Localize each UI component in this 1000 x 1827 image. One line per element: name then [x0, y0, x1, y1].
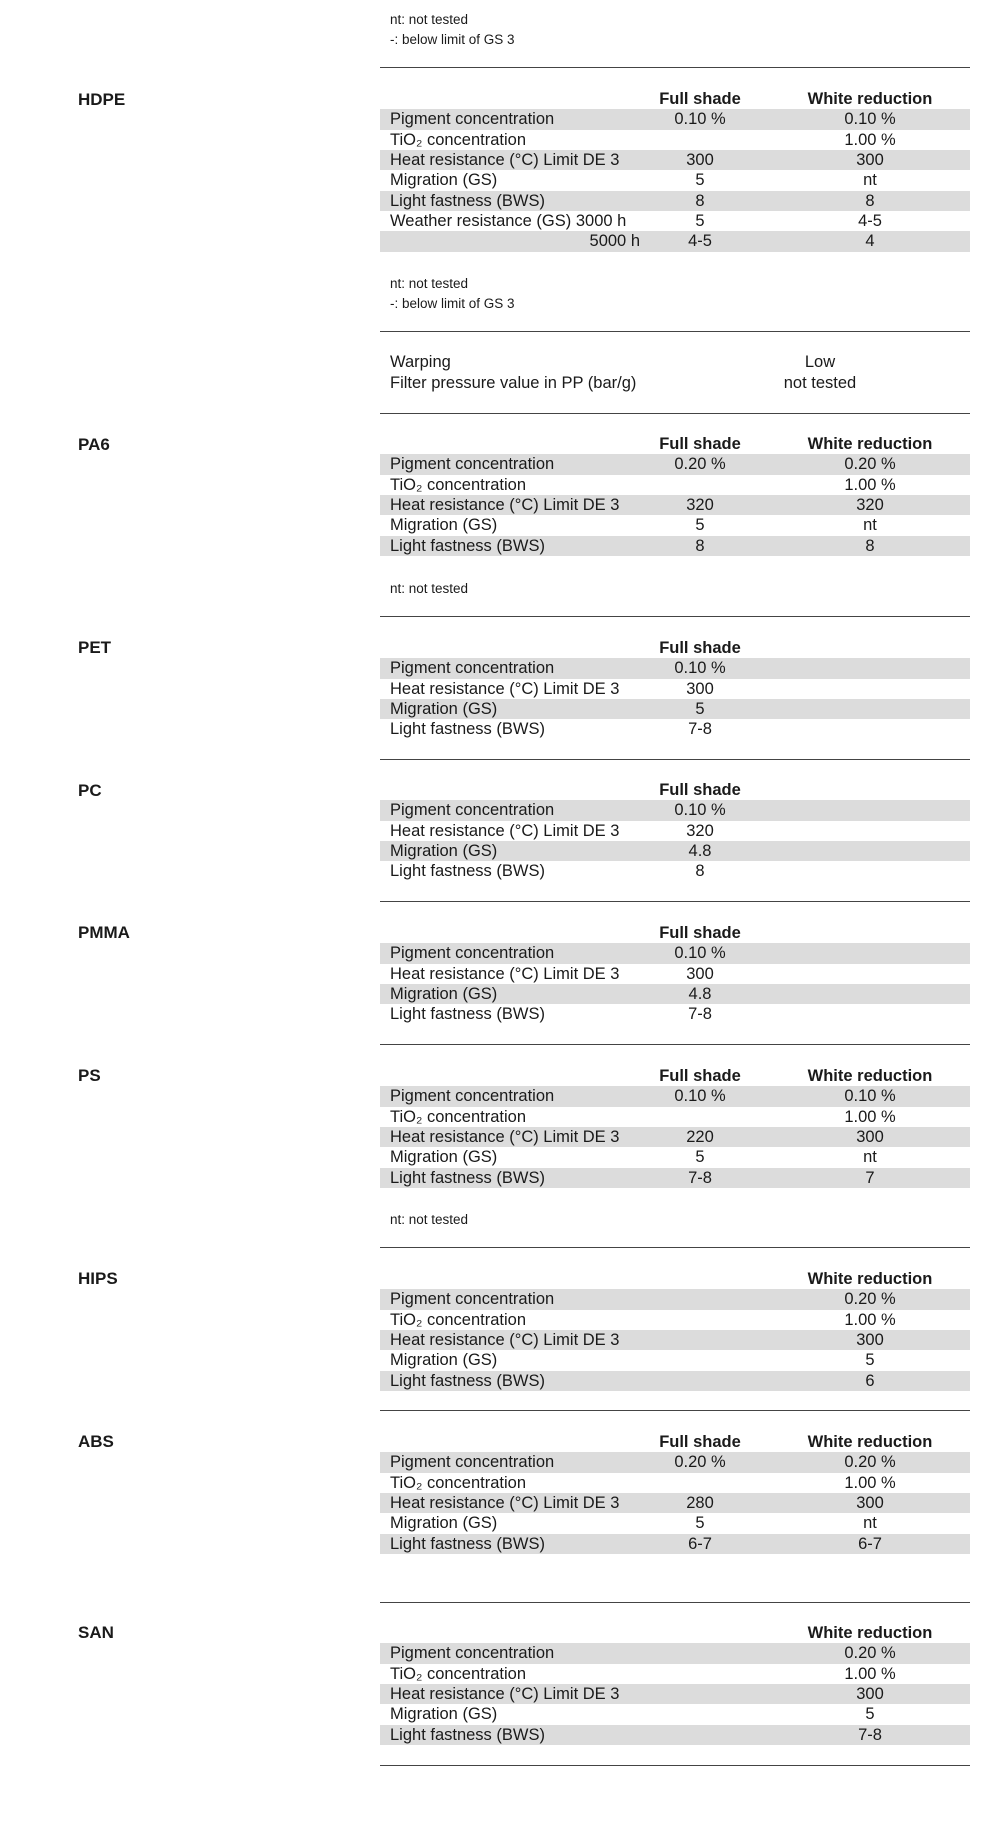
section-label-pet: PET	[78, 638, 112, 657]
table-header	[380, 780, 970, 800]
divider	[380, 759, 970, 760]
white-reduction-value: 8	[865, 536, 875, 555]
column-header-white-reduction: White reduction	[807, 1624, 933, 1642]
white-reduction-value: 1.00 %	[844, 1107, 896, 1126]
full-shade-value: 5	[695, 1148, 705, 1167]
table-header	[380, 923, 970, 943]
table-row	[380, 658, 970, 678]
white-reduction-value: 6-7	[858, 1534, 882, 1553]
full-shade-value: 300	[686, 964, 714, 983]
property-label: Pigment concentration	[390, 944, 555, 963]
full-shade-value: 5	[695, 700, 705, 719]
full-shade-value: 4.8	[688, 842, 712, 861]
table-pmma	[380, 923, 970, 1025]
full-shade-value: 0.20 %	[674, 455, 726, 474]
property-label: Pigment concentration	[390, 801, 555, 820]
divider	[380, 1247, 970, 1248]
white-reduction-value: 5	[865, 1705, 875, 1724]
property-label: TiO₂ concentration	[390, 1664, 527, 1683]
table-san	[380, 1623, 970, 1745]
property-label: Pigment concentration	[390, 1453, 555, 1472]
table-row	[380, 1725, 970, 1745]
full-shade-value: 280	[686, 1494, 714, 1513]
column-header-white-reduction: White reduction	[807, 1270, 933, 1288]
property-label: TiO₂ concentration	[390, 1473, 527, 1492]
property-label: Heat resistance (°C) Limit DE 3	[390, 151, 620, 170]
white-reduction-value: 7-8	[858, 1725, 882, 1744]
section-label-pmma: PMMA	[78, 923, 130, 942]
table-row	[380, 1643, 970, 1663]
property-label: Light fastness (BWS)	[390, 720, 545, 739]
column-header-full-shade: Full shade	[659, 781, 741, 799]
column-header-full-shade: Full shade	[659, 90, 741, 108]
table-row	[380, 1127, 970, 1147]
divider	[380, 413, 970, 414]
divider	[380, 1410, 970, 1411]
table-header	[380, 89, 970, 109]
white-reduction-value: nt	[863, 516, 877, 535]
property-label: Heat resistance (°C) Limit DE 3	[390, 496, 620, 515]
property-label: Pigment concentration	[390, 1644, 555, 1663]
note-nt: nt: not tested	[390, 581, 469, 596]
table-row	[380, 821, 970, 841]
column-header-full-shade: Full shade	[659, 1067, 741, 1085]
white-reduction-value: 0.10 %	[844, 1087, 896, 1106]
table-row	[380, 454, 970, 474]
white-reduction-value: 0.20 %	[844, 1453, 896, 1472]
note-nt: nt: not tested	[390, 12, 469, 27]
white-reduction-value: 1.00 %	[844, 130, 896, 149]
full-shade-value: 0.10 %	[674, 110, 726, 129]
full-shade-value: 300	[686, 679, 714, 698]
property-label: Migration (GS)	[390, 985, 498, 1004]
table-header	[380, 1066, 970, 1086]
property-label: Heat resistance (°C) Limit DE 3	[390, 1331, 620, 1350]
table-row	[380, 964, 970, 984]
white-reduction-value: nt	[863, 1514, 877, 1533]
property-label: Migration (GS)	[390, 1705, 498, 1724]
property-label: Migration (GS)	[390, 1351, 498, 1370]
property-label: Heat resistance (°C) Limit DE 3	[390, 964, 620, 983]
full-shade-value: 4.8	[688, 985, 712, 1004]
white-reduction-value: 5	[865, 1351, 875, 1370]
white-reduction-value: 300	[856, 1331, 884, 1350]
section-label-pa6: PA6	[78, 435, 110, 454]
white-reduction-value: 6	[865, 1371, 875, 1390]
table-row	[380, 1350, 970, 1370]
table-row	[380, 861, 970, 881]
table-row	[380, 1168, 970, 1188]
table-row	[380, 109, 970, 129]
full-shade-value: 8	[695, 536, 705, 555]
white-reduction-value: 1.00 %	[844, 1664, 896, 1683]
property-label: Migration (GS)	[390, 700, 498, 719]
table-row	[380, 1371, 970, 1391]
white-reduction-value: 4-5	[858, 212, 882, 231]
white-reduction-value: 8	[865, 191, 875, 210]
table-row	[380, 719, 970, 739]
table-row	[380, 1664, 970, 1684]
extra-row-filter-pressure	[380, 373, 970, 394]
full-shade-value: 8	[695, 862, 705, 881]
table-row	[380, 984, 970, 1004]
full-shade-value: 0.10 %	[674, 944, 726, 963]
table-row	[380, 475, 970, 495]
column-header-full-shade: Full shade	[659, 435, 741, 453]
white-reduction-value: 7	[865, 1168, 875, 1187]
full-shade-value: 7-8	[688, 720, 712, 739]
white-reduction-value: 1.00 %	[844, 1310, 896, 1329]
table-row	[380, 1452, 970, 1472]
table-row	[380, 1147, 970, 1167]
section-label-ps: PS	[78, 1066, 101, 1085]
table-row	[380, 1330, 970, 1350]
section-label-pc: PC	[78, 781, 102, 800]
table-row	[380, 150, 970, 170]
table-row	[380, 1534, 970, 1554]
property-label: Weather resistance (GS) 3000 h	[390, 212, 627, 231]
table-row	[380, 1493, 970, 1513]
table-header	[380, 638, 970, 658]
divider	[380, 331, 970, 332]
table-hdpe	[380, 89, 970, 252]
property-label: Heat resistance (°C) Limit DE 3	[390, 679, 620, 698]
extra-row-warping	[380, 352, 970, 373]
property-label: Light fastness (BWS)	[390, 1005, 545, 1024]
table-header	[380, 1432, 970, 1452]
table-row	[380, 943, 970, 963]
table-row	[380, 1086, 970, 1106]
extra-value: not tested	[783, 373, 857, 392]
column-header-full-shade: Full shade	[659, 639, 741, 657]
full-shade-value: 320	[686, 821, 714, 840]
white-reduction-value: 1.00 %	[844, 475, 896, 494]
column-header-white-reduction: White reduction	[807, 1433, 933, 1451]
property-sublabel: 5000 h	[589, 232, 640, 251]
property-label: Migration (GS)	[390, 842, 498, 861]
property-label: Light fastness (BWS)	[390, 536, 545, 555]
white-reduction-value: nt	[863, 1148, 877, 1167]
full-shade-value: 6-7	[688, 1534, 712, 1553]
property-label: TiO₂ concentration	[390, 475, 527, 494]
property-label: TiO₂ concentration	[390, 1310, 527, 1329]
property-label: Light fastness (BWS)	[390, 1534, 545, 1553]
extra-value: Low	[804, 353, 836, 371]
table-row	[380, 679, 970, 699]
note-below-limit: -: below limit of GS 3	[390, 296, 515, 311]
table-row	[380, 841, 970, 861]
property-label: Migration (GS)	[390, 171, 498, 190]
table-row	[380, 1310, 970, 1330]
white-reduction-value: 300	[856, 1128, 884, 1147]
section-label-hips: HIPS	[78, 1269, 118, 1288]
column-header-full-shade: Full shade	[659, 924, 741, 942]
full-shade-value: 300	[686, 151, 714, 170]
table-row	[380, 1513, 970, 1533]
property-label: Heat resistance (°C) Limit DE 3	[390, 1685, 620, 1704]
table-row	[380, 1107, 970, 1127]
table-row	[380, 495, 970, 515]
hdpe-extra-properties	[380, 352, 970, 393]
column-header-full-shade: Full shade	[659, 1433, 741, 1451]
property-label: Migration (GS)	[390, 1148, 498, 1167]
table-header	[380, 1623, 970, 1643]
full-shade-value: 5	[695, 1514, 705, 1533]
full-shade-value: 0.10 %	[674, 801, 726, 820]
table-pa6	[380, 434, 970, 556]
full-shade-value: 5	[695, 212, 705, 231]
full-shade-value: 0.10 %	[674, 1087, 726, 1106]
table-row	[380, 699, 970, 719]
table-row	[380, 536, 970, 556]
property-label: Migration (GS)	[390, 1514, 498, 1533]
divider	[380, 1602, 970, 1603]
table-row	[380, 231, 970, 251]
white-reduction-value: 1.00 %	[844, 1473, 896, 1492]
table-row	[380, 1704, 970, 1724]
property-label: Light fastness (BWS)	[390, 191, 545, 210]
property-label: Light fastness (BWS)	[390, 1725, 545, 1744]
full-shade-value: 4-5	[688, 232, 712, 251]
white-reduction-value: 320	[856, 496, 884, 515]
table-abs	[380, 1432, 970, 1554]
extra-label: Warping	[390, 353, 451, 371]
property-label: Migration (GS)	[390, 516, 498, 535]
property-label: Light fastness (BWS)	[390, 1371, 545, 1390]
column-header-white-reduction: White reduction	[807, 90, 933, 108]
table-hips	[380, 1269, 970, 1391]
full-shade-value: 8	[695, 191, 705, 210]
table-pet	[380, 638, 970, 740]
table-row	[380, 170, 970, 190]
divider	[380, 1765, 970, 1766]
table-pc	[380, 780, 970, 882]
note-nt: nt: not tested	[390, 276, 469, 291]
table-ps	[380, 1066, 970, 1188]
full-shade-value: 320	[686, 496, 714, 515]
full-shade-value: 5	[695, 516, 705, 535]
section-label-san: SAN	[78, 1623, 114, 1642]
white-reduction-value: 300	[856, 1494, 884, 1513]
full-shade-value: 220	[686, 1128, 714, 1147]
full-shade-value: 5	[695, 171, 705, 190]
white-reduction-value: 0.20 %	[844, 1290, 896, 1309]
property-label: Pigment concentration	[390, 455, 555, 474]
section-label-hdpe: HDPE	[78, 90, 126, 109]
property-label: Pigment concentration	[390, 659, 555, 678]
full-shade-value: 0.20 %	[674, 1453, 726, 1472]
table-header	[380, 434, 970, 454]
property-label: Heat resistance (°C) Limit DE 3	[390, 1128, 620, 1147]
white-reduction-value: 0.20 %	[844, 1644, 896, 1663]
table-row	[380, 1289, 970, 1309]
property-label: TiO₂ concentration	[390, 1107, 527, 1126]
property-label: Heat resistance (°C) Limit DE 3	[390, 1494, 620, 1513]
property-label: Light fastness (BWS)	[390, 1168, 545, 1187]
table-row	[380, 1004, 970, 1024]
white-reduction-value: nt	[863, 171, 877, 190]
property-label: Heat resistance (°C) Limit DE 3	[390, 821, 620, 840]
full-shade-value: 7-8	[688, 1168, 712, 1187]
table-header	[380, 1269, 970, 1289]
divider	[380, 1044, 970, 1045]
table-row	[380, 191, 970, 211]
note-below-limit: -: below limit of GS 3	[390, 32, 515, 47]
table-row	[380, 211, 970, 231]
column-header-white-reduction: White reduction	[807, 435, 933, 453]
extra-label: Filter pressure value in PP (bar/g)	[390, 373, 637, 392]
white-reduction-value: 0.20 %	[844, 455, 896, 474]
property-label: Pigment concentration	[390, 1087, 555, 1106]
divider	[380, 67, 970, 68]
table-row	[380, 130, 970, 150]
divider	[380, 901, 970, 902]
property-label: TiO₂ concentration	[390, 130, 527, 149]
property-label: Pigment concentration	[390, 110, 555, 129]
table-row	[380, 800, 970, 820]
table-row	[380, 1473, 970, 1493]
white-reduction-value: 300	[856, 151, 884, 170]
white-reduction-value: 0.10 %	[844, 110, 896, 129]
property-label: Light fastness (BWS)	[390, 862, 545, 881]
table-row	[380, 515, 970, 535]
property-label: Pigment concentration	[390, 1290, 555, 1309]
white-reduction-value: 4	[865, 232, 875, 251]
column-header-white-reduction: White reduction	[807, 1067, 933, 1085]
full-shade-value: 0.10 %	[674, 659, 726, 678]
note-nt: nt: not tested	[390, 1212, 469, 1227]
section-label-abs: ABS	[78, 1432, 114, 1451]
table-row	[380, 1684, 970, 1704]
white-reduction-value: 300	[856, 1685, 884, 1704]
divider	[380, 616, 970, 617]
full-shade-value: 7-8	[688, 1005, 712, 1024]
